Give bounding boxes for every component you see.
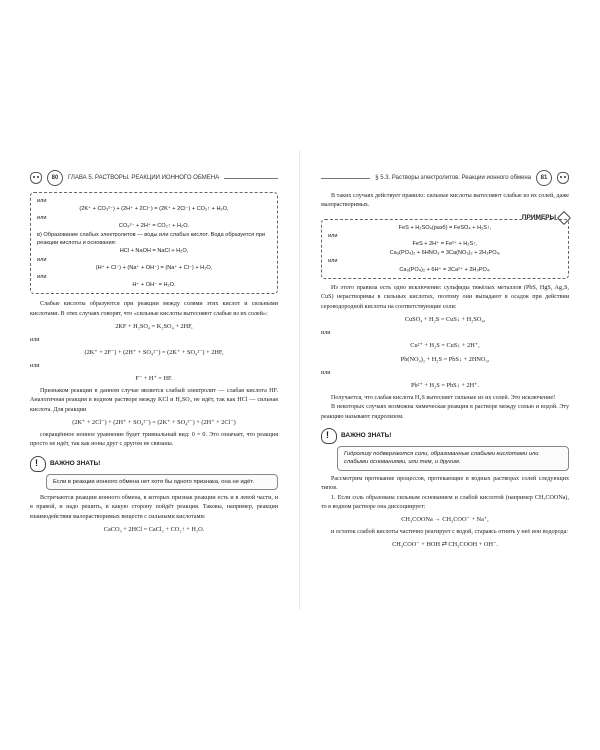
paragraph: сокращённое ионное уравнение будет тривиальный вид: 0 = 0. Это означает, что реакция просто не идёт, так как ионы друг с другом не связаны. (30, 431, 278, 448)
left-page (30, 170, 278, 590)
equation: CaCO₃ + 2HCl = CaCl₂ + CO₂↑ + H₂O. (103, 526, 205, 534)
equation: CH₃COONa → CH₃COO⁻ + Na⁺, (401, 516, 489, 524)
left-page-header (30, 170, 278, 186)
examples-title: ПРИМЕРЫ (521, 214, 556, 222)
page-number: 80 (47, 170, 63, 186)
box-equation: (2K⁺ + CO₃²⁻) + (2H⁺ + 2Cl⁻) = (2K⁺ + 2Cl⁻) + CO₂↑ + H₂O, (79, 206, 229, 213)
important-note: Гидролизу подвергаются соли, образованные слабыми кислотами или слабыми основаниями, или тем, и другим. (337, 446, 569, 471)
important-title: ВАЖНО ЗНАТЬ! (341, 432, 392, 440)
paragraph: Рассмотрим протекание процессов, протекающие в водных растворах солей следующих типов. (321, 476, 569, 492)
or-label: или (321, 369, 331, 376)
box-line: или (37, 198, 47, 204)
box-equation: FeS + H₂SO₄(разб) = FeSO₄ + H₂S↑, (398, 224, 492, 231)
equation: Pb²⁺ + H₂S = PbS↓ + 2H⁺. (410, 381, 480, 389)
box-line: или (37, 273, 47, 280)
equation-box (30, 192, 278, 294)
box-equation: CO₃²⁻ + 2H⁺ = CO₂↑ + H₂O. (118, 223, 190, 230)
equation: F⁻ + H⁺ = HF. (135, 375, 173, 383)
page-number: 81 (536, 170, 552, 186)
equation: Pb(NO₃)₂ + H₂S = PbS↓ + 2HNO₃, (400, 355, 490, 363)
chapter-title: ГЛАВА 5. РАСТВОРЫ. РЕАКЦИИ ИОННОГО ОБМЕНА (68, 175, 220, 181)
paragraph: Из этого правила есть одно исключение: сульфиды тяжёлых металлов (PbS, HgS, Ag₂S, CuS) нерастворимы в сильных кислотах, поэтому они выпадают в осадок при действии сероводородной кислоты на соответствующие соли: (321, 285, 569, 310)
paragraph: и остаток слабой кислоты частично реагирует с водой, стараясь отнять у неё ион водорода: (331, 529, 568, 536)
right-page (321, 170, 569, 590)
paragraph: 1. Если соль образована сильным основанием и слабой кислотой (например CH₃COONa), то в водном растворе она диссоциирует: (321, 494, 569, 510)
equation: (2K⁺ + 2F⁻) + (2H⁺ + SO₄²⁻) = (2K⁺ + SO₄²⁻) + 2HF, (84, 349, 224, 357)
or-label: или (321, 329, 331, 336)
important-heading (321, 428, 569, 444)
box-equation: Ca₃(PO₄)₂ + 6HNO₃ = 3Ca(NO₃)₂ + 2H₃PO₄, (389, 249, 501, 256)
paragraph: Встречаются реакции ионного обмена, в которых признак реакции есть и в левой части, и в правой, и надо решить, в какую сторону пойдёт реакция. Таковы, например, реакции взаимодействия малорастворимых веществ с сильными кислотами: (30, 495, 278, 520)
examples-box (321, 219, 569, 279)
or-label: или (30, 337, 40, 344)
book-spine (299, 150, 300, 610)
box-line: или (328, 233, 338, 239)
box-equation: FeS + 2H⁺ = Fe²⁺ + H₂S↑, (412, 241, 478, 248)
or-label: или (30, 363, 40, 370)
equation: CH₃COO⁻ + HOH ⇄ CH₃COOH + OH⁻. (392, 541, 498, 549)
box-equation: HCl + NaOH = NaCl + H₂O, (119, 248, 189, 255)
right-page-body (321, 192, 569, 553)
box-line: в) Образование слабых электролитов — воды или слабых кислот. Вода образуется при реакции кислоты и основания: (37, 231, 266, 247)
box-line: или (37, 214, 47, 221)
section-title: § 5.3. Растворы электролитов. Реакции ионного обмена (375, 175, 531, 181)
left-page-body (30, 192, 278, 538)
paragraph: В таких случаях действует правило: сильные кислоты вытесняют слабые из их солей, даже малорастворимых. (321, 193, 569, 209)
important-heading (30, 456, 278, 472)
owl-icon (30, 172, 42, 184)
box-equation: Ca₃(PO₄)₂ + 6H⁺ = 3Ca²⁺ + 2H₃PO₄. (399, 266, 491, 273)
box-equation: (H⁺ + Cl⁻) + (Na⁺ + OH⁻) = (Na⁺ + Cl⁻) + H₂O, (95, 265, 213, 272)
header-rule (321, 178, 370, 179)
paragraph: В некоторых случаях возможна химическая реакция в растворе между солью и водой. Эту реакцию называют гидролизом. (321, 404, 569, 420)
important-note: Если в реакции ионного обмена нет хотя бы одного признака, она не идёт. (46, 474, 278, 491)
box-line: или (328, 258, 338, 265)
paragraph: Слабые кислоты образуются при реакции между солями этих кислот и сильными кислотами. В этих случаях говорят, что «сильные кислоты вытесняют слабые из их солей»: (30, 301, 278, 317)
equation: 2KF + H₂SO₄ = K₂SO₄ + 2HF, (115, 323, 193, 331)
equation: CuSO₄ + H₂S = CuS↓ + H₂SO₄, (404, 315, 486, 323)
owl-icon (557, 172, 569, 184)
equation: (2K⁺ + 2Cl⁻) + (2H⁺ + SO₄²⁻) = (2K⁺ + SO₄²⁻) + (2H⁺ + 2Cl⁻) (72, 418, 236, 426)
paragraph: Получается, что слабая кислота H₂S вытесняет сильные из их солей. Это исключение! (331, 394, 556, 401)
paragraph: Признаком реакции в данном случае является слабый электролит — слабая кислота HF. Аналогичная реакция в водном растворе между KCl и H₂SO₄ не идёт, так как HCl — сильная кислота. Для реакции (30, 388, 278, 413)
lightbulb-icon (30, 456, 46, 472)
right-page-header (321, 170, 569, 186)
lightbulb-icon (321, 428, 337, 444)
box-equation: H⁺ + OH⁻ = H₂O. (132, 282, 176, 289)
important-title: ВАЖНО ЗНАТЬ! (50, 460, 101, 468)
equation: Cu²⁺ + H₂S = CuS↓ + 2H⁺, (410, 341, 480, 349)
box-line: или (37, 256, 47, 263)
header-rule (224, 178, 278, 179)
